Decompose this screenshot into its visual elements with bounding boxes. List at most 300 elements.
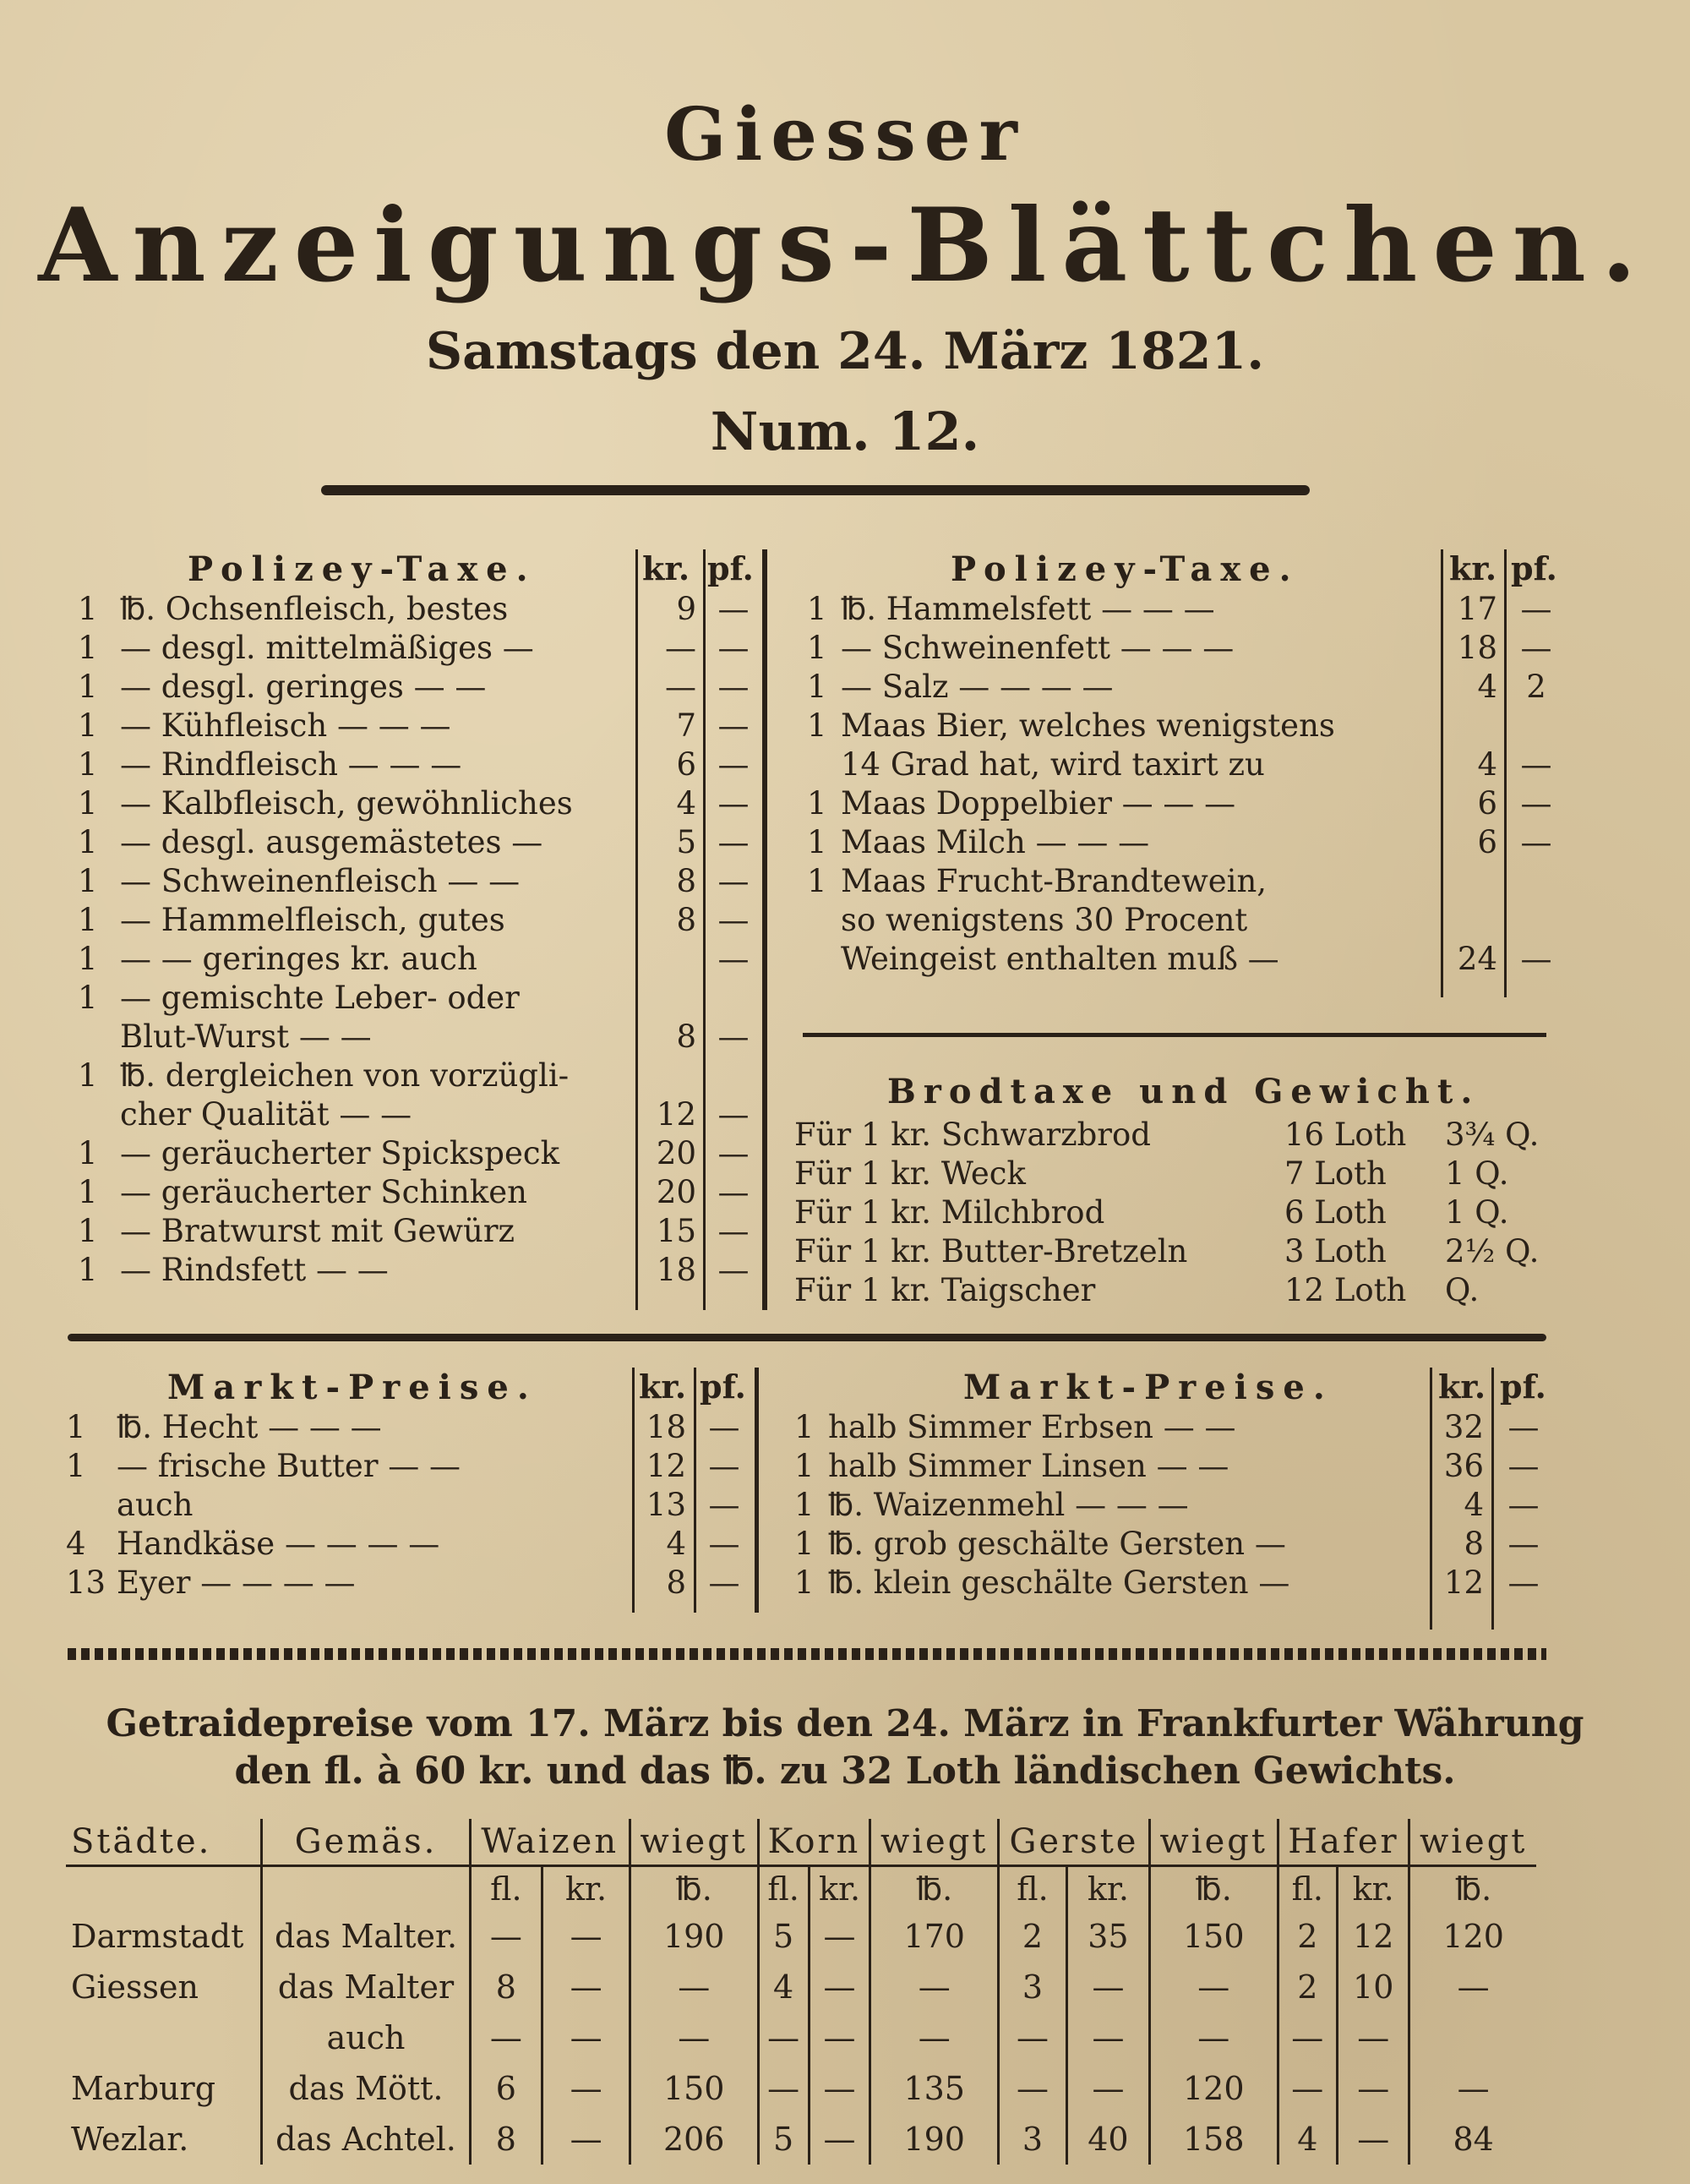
row-kreuzer: 18 <box>1457 630 1497 666</box>
row-item: — geräucherter Schinken <box>120 1174 527 1210</box>
price-row <box>78 707 779 745</box>
row-kreuzer: 6 <box>1477 824 1497 860</box>
subheader-lb: ℔. <box>870 1866 999 1912</box>
cell-h-fl: 2 <box>1278 1962 1338 2012</box>
table-row <box>66 1911 1536 1962</box>
col-kr-header: kr. <box>1438 1368 1486 1406</box>
row-quantity: 1 <box>807 824 827 860</box>
bread-label: Für 1 kr. Taigscher <box>794 1272 1096 1308</box>
cell-w-lb: — <box>630 1962 758 2012</box>
row-pfennig: — <box>708 1448 740 1484</box>
cell-gemaess: das Malter <box>262 1962 470 2012</box>
row-kreuzer: 4 <box>1464 1487 1484 1523</box>
row-kreuzer: 6 <box>676 746 696 783</box>
section-rule <box>803 1033 1546 1037</box>
price-row <box>66 1564 776 1603</box>
row-pfennig: — <box>1507 1564 1540 1601</box>
section-title: Polizey-Taxe. <box>188 549 537 589</box>
row-kreuzer: 4 <box>1477 669 1497 705</box>
row-pfennig: — <box>717 1252 750 1288</box>
row-item: — Rindfleisch — — — <box>120 746 462 783</box>
row-quantity: 1 <box>78 863 98 899</box>
row-item: Blut-Wurst — — <box>120 1018 372 1055</box>
cell-k-lb: — <box>870 2012 999 2063</box>
cell-k-fl: — <box>758 2063 809 2114</box>
row-quantity: 1 <box>78 1057 98 1094</box>
cell-stadt: Giessen <box>71 1968 199 2006</box>
row-pfennig: — <box>717 1018 750 1055</box>
price-row <box>78 901 779 940</box>
price-row <box>78 979 779 1018</box>
row-quantity: 1 <box>78 591 98 627</box>
row-kreuzer: — <box>665 630 696 666</box>
issue-number: Num. 12. <box>710 401 980 462</box>
row-kreuzer: 12 <box>656 1096 696 1133</box>
subheader-kr: kr. <box>809 1866 870 1912</box>
cell-h-fl: 4 <box>1278 2114 1338 2165</box>
row-item: — frische Butter — — <box>117 1448 461 1484</box>
row-kreuzer: — <box>665 669 696 705</box>
row-item: Handkäse — — — — <box>117 1526 440 1562</box>
row-pfennig: — <box>1507 1526 1540 1562</box>
decorative-rule <box>68 1648 1546 1660</box>
price-row <box>78 784 779 823</box>
bread-rows <box>794 1116 1572 1310</box>
price-row <box>78 1057 779 1095</box>
subheader-kr: kr. <box>1066 1866 1149 1912</box>
cell-g-kr: — <box>1066 1962 1149 2012</box>
row-kreuzer: 20 <box>656 1135 696 1171</box>
row-quantity: 1 <box>78 1135 98 1171</box>
section-title: Brodtaxe und Gewicht. <box>887 1072 1480 1111</box>
row-kreuzer: 8 <box>1464 1526 1484 1562</box>
polizey-taxe-right <box>807 549 1567 979</box>
masthead-rule <box>321 485 1310 495</box>
col-kr-header: kr. <box>1449 549 1497 587</box>
row-kreuzer: 4 <box>676 785 696 822</box>
cell-gemaess: das Mött. <box>262 2063 470 2114</box>
row-item: — — geringes kr. auch <box>120 941 477 977</box>
row-pfennig: — <box>708 1564 740 1601</box>
section-header <box>78 549 779 590</box>
header-gerste: Gerste <box>999 1819 1150 1866</box>
row-quantity: 1 <box>78 669 98 705</box>
bread-weight-quentchen: 3¾ Q. <box>1445 1117 1540 1153</box>
row-quantity: 1 <box>78 980 98 1016</box>
price-row <box>78 862 779 901</box>
header-wiegt: wiegt <box>1149 1819 1278 1866</box>
cell-g-kr: — <box>1066 2012 1149 2063</box>
price-row <box>78 668 779 707</box>
cell-w-fl: — <box>470 1911 542 1962</box>
row-item: halb Simmer Linsen — — <box>828 1448 1229 1484</box>
row-pfennig: — <box>1520 746 1552 783</box>
cell-k-kr: — <box>809 1962 870 2012</box>
row-pfennig: — <box>717 669 750 705</box>
bread-label: Für 1 kr. Weck <box>794 1155 1026 1192</box>
bread-weight-quentchen: 1 Q. <box>1445 1155 1509 1192</box>
row-quantity: 1 <box>807 591 827 627</box>
price-row <box>78 1251 779 1290</box>
masthead <box>0 93 1690 470</box>
row-pfennig: — <box>717 591 750 627</box>
bread-label: Für 1 kr. Milchbrod <box>794 1194 1105 1231</box>
cell-g-lb: — <box>1149 2012 1278 2063</box>
cell-h-kr: 12 <box>1338 1911 1409 1962</box>
row-quantity: 1 <box>807 785 827 822</box>
grain-title-line1: Getraidepreise vom 17. März bis den 24. März in Frankfurter Währung <box>106 1702 1584 1745</box>
cell-w-kr: — <box>542 2114 630 2165</box>
row-pfennig: — <box>717 824 750 860</box>
cell-h-fl: — <box>1278 2063 1338 2114</box>
row-kreuzer: 5 <box>676 824 696 860</box>
cell-g-lb: 158 <box>1149 2114 1278 2165</box>
header-wiegt: wiegt <box>630 1819 758 1866</box>
masthead-city: Giesser <box>664 92 1026 177</box>
row-pfennig: — <box>1520 630 1552 666</box>
column-divider <box>1430 1368 1432 1630</box>
column-divider <box>635 549 638 1310</box>
row-quantity: 1 <box>807 630 827 666</box>
price-row <box>794 1408 1555 1447</box>
row-quantity: 1 <box>78 785 98 822</box>
issue-date: Samstags den 24. März 1821. <box>425 322 1265 381</box>
row-pfennig: — <box>1520 591 1552 627</box>
cell-h-kr: 10 <box>1338 1962 1409 2012</box>
row-kreuzer: 7 <box>676 707 696 744</box>
row-pfennig: — <box>1507 1409 1540 1445</box>
cell-k-fl: 4 <box>758 1962 809 2012</box>
cell-w-lb: — <box>630 2012 758 2063</box>
cell-k-kr: — <box>809 2114 870 2165</box>
row-pfennig: — <box>708 1526 740 1562</box>
row-kreuzer: 4 <box>1477 746 1497 783</box>
row-kreuzer: 8 <box>676 902 696 938</box>
column-divider <box>632 1368 635 1613</box>
row-kreuzer: 17 <box>1457 591 1497 627</box>
row-item: ℔. Hecht — — — <box>117 1409 382 1445</box>
cell-w-lb: 190 <box>630 1911 758 1962</box>
cell-g-lb: — <box>1149 1962 1278 2012</box>
row-pfennig: — <box>717 785 750 822</box>
row-item: — Kühfleisch — — — <box>120 707 451 744</box>
cell-w-fl: — <box>470 2012 542 2063</box>
row-item: ℔. Waizenmehl — — — <box>828 1487 1189 1523</box>
subheader-fl: fl. <box>470 1866 542 1912</box>
row-pfennig: — <box>717 630 750 666</box>
grain-prices-title <box>0 1701 1690 1795</box>
price-rows <box>807 590 1567 979</box>
row-quantity: 1 <box>794 1526 815 1562</box>
price-row <box>794 1564 1555 1603</box>
cell-gemaess: auch <box>262 2012 470 2063</box>
subheader-lb: ℔. <box>630 1866 758 1912</box>
cell-k-kr: — <box>809 2012 870 2063</box>
row-quantity: 4 <box>66 1526 86 1562</box>
row-kreuzer: 4 <box>666 1526 686 1562</box>
row-pfennig: — <box>717 941 750 977</box>
row-item: Maas Milch — — — <box>841 824 1150 860</box>
row-quantity: 1 <box>794 1564 815 1601</box>
row-item: Maas Frucht-Brandtewein, <box>841 863 1268 899</box>
cell-k-fl: — <box>758 2012 809 2063</box>
col-pf-header: pf. <box>1511 549 1557 587</box>
cell-w-lb: 150 <box>630 2063 758 2114</box>
row-item: — Salz — — — — <box>841 669 1114 705</box>
bread-weight-quentchen: 1 Q. <box>1445 1194 1509 1231</box>
price-row <box>807 590 1567 629</box>
subheader-empty <box>262 1866 470 1912</box>
header-korn: Korn <box>758 1819 870 1866</box>
row-quantity: 1 <box>66 1448 86 1484</box>
row-pfennig: — <box>708 1487 740 1523</box>
cell-k-lb: — <box>870 1962 999 2012</box>
row-quantity: 1 <box>78 630 98 666</box>
row-kreuzer: 12 <box>646 1448 686 1484</box>
col-pf-header: pf. <box>700 1368 746 1406</box>
column-divider <box>1491 1368 1494 1630</box>
cell-k-fl: 5 <box>758 2114 809 2165</box>
price-row <box>78 629 779 668</box>
cell-h-lb: — <box>1409 2063 1536 2114</box>
row-item: auch <box>117 1487 194 1523</box>
col-pf-header: pf. <box>707 549 754 587</box>
row-pfennig: — <box>1520 941 1552 977</box>
row-kreuzer: 8 <box>676 1018 696 1055</box>
row-quantity: 1 <box>807 707 827 744</box>
row-quantity: 1 <box>78 746 98 783</box>
cell-h-fl: — <box>1278 2012 1338 2063</box>
column-divider <box>1504 549 1507 997</box>
polizey-taxe-left <box>78 549 779 1290</box>
header-hafer: Hafer <box>1278 1819 1409 1866</box>
row-item: — Schweinenfett — — — <box>841 630 1235 666</box>
cell-h-kr: — <box>1338 2063 1409 2114</box>
bread-label: Für 1 kr. Schwarzbrod <box>794 1117 1151 1153</box>
price-row <box>78 1134 779 1173</box>
brodtaxe <box>794 1072 1572 1310</box>
cell-w-fl: 8 <box>470 1962 542 2012</box>
bread-row <box>794 1193 1572 1232</box>
row-quantity: 1 <box>66 1409 86 1445</box>
column-divider <box>1441 549 1443 997</box>
row-kreuzer: 13 <box>646 1487 686 1523</box>
price-row <box>807 707 1567 745</box>
row-quantity: 1 <box>807 863 827 899</box>
row-pfennig: — <box>1507 1487 1540 1523</box>
section-header <box>794 1368 1555 1408</box>
subheader-lb: ℔. <box>1149 1866 1278 1912</box>
cell-w-lb: 206 <box>630 2114 758 2165</box>
price-row <box>807 784 1567 823</box>
cell-g-lb: 150 <box>1149 1911 1278 1962</box>
cell-w-kr: — <box>542 1911 630 1962</box>
row-quantity: 1 <box>78 902 98 938</box>
cell-k-kr: — <box>809 2063 870 2114</box>
row-item: — geräucherter Spickspeck <box>120 1135 559 1171</box>
cell-w-fl: 6 <box>470 2063 542 2114</box>
row-kreuzer: 12 <box>1443 1564 1484 1601</box>
header-wiegt: wiegt <box>870 1819 999 1866</box>
col-kr-header: kr. <box>642 549 690 587</box>
table-row <box>66 2012 1536 2063</box>
subheader-kr: kr. <box>1338 1866 1409 1912</box>
row-quantity: 1 <box>78 824 98 860</box>
row-item: — Schweinenfleisch — — <box>120 863 521 899</box>
markt-preise-left <box>66 1368 776 1603</box>
row-kreuzer: 8 <box>666 1564 686 1601</box>
price-row <box>794 1447 1555 1486</box>
row-kreuzer: 24 <box>1457 941 1497 977</box>
cell-h-kr: — <box>1338 2114 1409 2165</box>
price-row <box>66 1447 776 1486</box>
price-row <box>794 1525 1555 1564</box>
row-item: — Hammelfleisch, gutes <box>120 902 505 938</box>
price-row <box>807 745 1567 784</box>
column-divider <box>694 1368 696 1613</box>
price-row <box>66 1486 776 1525</box>
price-rows <box>66 1408 776 1603</box>
row-item: — gemischte Leber- oder <box>120 980 520 1016</box>
cell-g-fl: 3 <box>999 2114 1067 2165</box>
subheader-fl: fl. <box>999 1866 1067 1912</box>
cell-k-kr: — <box>809 1911 870 1962</box>
row-pfennig: — <box>717 1096 750 1133</box>
price-row <box>78 1212 779 1251</box>
section-header <box>807 549 1567 590</box>
price-row <box>807 668 1567 707</box>
cell-stadt: Wezlar. <box>71 2121 189 2158</box>
column-divider <box>703 549 706 1310</box>
cell-g-lb: 120 <box>1149 2063 1278 2114</box>
row-item: Weingeist enthalten muß — <box>841 941 1279 977</box>
row-kreuzer: 20 <box>656 1174 696 1210</box>
table-subheader-row <box>66 1866 1536 1912</box>
row-pfennig: — <box>717 1135 750 1171</box>
grain-title-line2: den fl. à 60 kr. und das ℔. zu 32 Loth ländischen Gewichts. <box>234 1750 1456 1793</box>
cell-w-kr: — <box>542 2063 630 2114</box>
bread-row <box>794 1116 1572 1155</box>
row-pfennig: — <box>717 863 750 899</box>
cell-g-fl: — <box>999 2012 1067 2063</box>
row-pfennig: — <box>708 1409 740 1445</box>
markt-preise-right <box>794 1368 1555 1603</box>
row-kreuzer: 15 <box>656 1213 696 1249</box>
row-pfennig: — <box>1520 824 1552 860</box>
bread-weight-loth: 3 Loth <box>1284 1233 1387 1269</box>
subheader-kr: kr. <box>542 1866 630 1912</box>
row-quantity: 1 <box>78 941 98 977</box>
row-item: ℔. Ochsenfleisch, bestes <box>120 591 509 627</box>
price-row <box>66 1408 776 1447</box>
grain-table-body <box>66 1911 1536 2165</box>
row-pfennig: — <box>717 746 750 783</box>
row-item: ℔. dergleichen von vorzügli- <box>120 1057 570 1094</box>
price-row <box>66 1525 776 1564</box>
subheader-fl: fl. <box>758 1866 809 1912</box>
row-quantity: 1 <box>78 1213 98 1249</box>
bread-weight-loth: 6 Loth <box>1284 1194 1387 1231</box>
row-kreuzer: 6 <box>1477 785 1497 822</box>
subheader-empty <box>66 1866 262 1912</box>
bread-label: Für 1 kr. Butter-Bretzeln <box>794 1233 1188 1269</box>
bread-weight-loth: 16 Loth <box>1284 1117 1407 1153</box>
cell-w-kr: — <box>542 2012 630 2063</box>
row-item: — desgl. ausgemästetes — <box>120 824 543 860</box>
header-gemaess: Gemäs. <box>262 1819 470 1866</box>
row-pfennig: — <box>1507 1448 1540 1484</box>
bread-weight-loth: 7 Loth <box>1284 1155 1387 1192</box>
cell-g-kr: 40 <box>1066 2114 1149 2165</box>
cell-w-kr: — <box>542 1962 630 2012</box>
price-rows <box>78 590 779 1290</box>
cell-stadt <box>66 2012 262 2063</box>
row-pfennig: — <box>717 707 750 744</box>
row-item: Maas Bier, welches wenigstens <box>841 707 1335 744</box>
cell-w-fl: 8 <box>470 2114 542 2165</box>
cell-k-lb: 190 <box>870 2114 999 2165</box>
cell-stadt: Marburg <box>71 2070 216 2107</box>
row-kreuzer: 36 <box>1443 1448 1484 1484</box>
price-row <box>807 823 1567 862</box>
section-title: Polizey-Taxe. <box>951 549 1300 589</box>
row-item: so wenigstens 30 Procent <box>841 902 1248 938</box>
price-row <box>807 862 1567 901</box>
row-item: ℔. grob geschälte Gersten — <box>828 1526 1286 1562</box>
col-kr-header: kr. <box>639 1368 687 1406</box>
row-item: cher Qualität — — <box>120 1096 412 1133</box>
header-wiegt: wiegt <box>1409 1819 1536 1866</box>
row-quantity: 1 <box>78 707 98 744</box>
cell-k-lb: 170 <box>870 1911 999 1962</box>
row-kreuzer: 32 <box>1443 1409 1484 1445</box>
row-quantity: 1 <box>794 1409 815 1445</box>
price-row <box>807 901 1567 940</box>
cell-g-kr: 35 <box>1066 1911 1149 1962</box>
column-divider <box>762 549 767 1310</box>
row-quantity: 1 <box>807 669 827 705</box>
row-item: — desgl. geringes — — <box>120 669 487 705</box>
section-header <box>794 1072 1572 1116</box>
col-pf-header: pf. <box>1500 1368 1546 1406</box>
cell-g-fl: — <box>999 2063 1067 2114</box>
row-item: — desgl. mittelmäßiges — <box>120 630 534 666</box>
subheader-lb: ℔. <box>1409 1866 1536 1912</box>
price-row <box>78 590 779 629</box>
row-item: halb Simmer Erbsen — — <box>828 1409 1236 1445</box>
grain-prices-table <box>66 1819 1536 2165</box>
row-item: ℔. klein geschälte Gersten — <box>828 1564 1290 1601</box>
subheader-fl: fl. <box>1278 1866 1338 1912</box>
cell-h-lb <box>1409 2012 1536 2063</box>
cell-g-kr: — <box>1066 2063 1149 2114</box>
row-item: Maas Doppelbier — — — <box>841 785 1236 822</box>
row-kreuzer: 9 <box>676 591 696 627</box>
price-row <box>78 745 779 784</box>
row-quantity: 1 <box>78 1252 98 1288</box>
cell-g-fl: 3 <box>999 1962 1067 2012</box>
cell-h-lb: — <box>1409 1962 1536 2012</box>
column-divider <box>755 1368 759 1613</box>
table-header-row <box>66 1819 1536 1866</box>
table-row <box>66 1962 1536 2012</box>
price-row <box>78 1173 779 1212</box>
bread-row <box>794 1155 1572 1193</box>
price-row <box>78 940 779 979</box>
row-item: 14 Grad hat, wird taxirt zu <box>841 746 1265 783</box>
header-staedte: Städte. <box>66 1819 262 1866</box>
row-kreuzer: 8 <box>676 863 696 899</box>
